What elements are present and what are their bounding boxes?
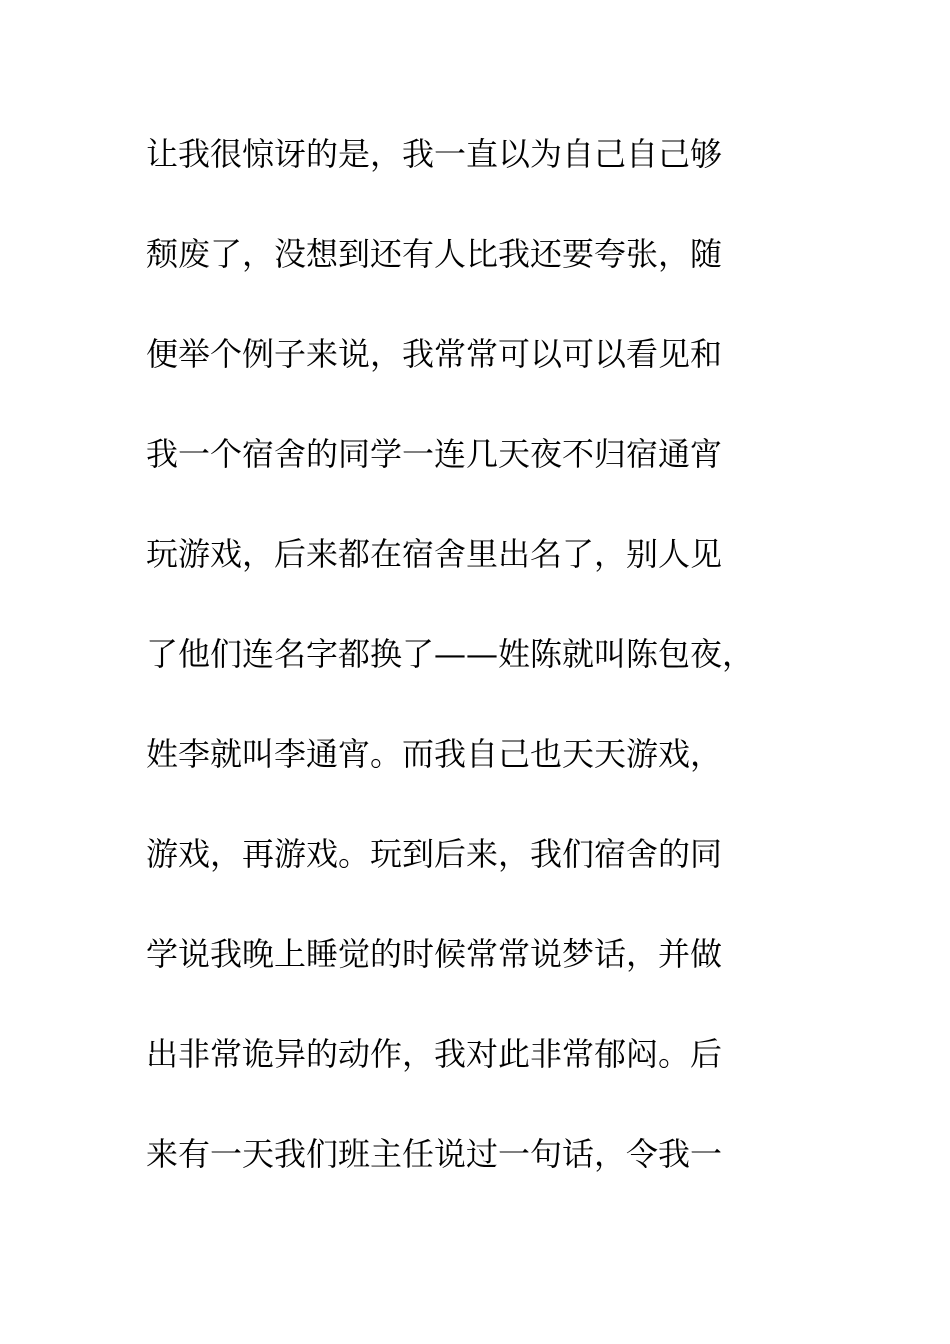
body-paragraph (146, 126, 826, 1226)
text-line: 便举个例子来说，我常常可以可以看见和 (146, 335, 723, 373)
text-line: 出非常诡异的动作，我对此非常郁闷。后 (146, 1035, 723, 1073)
text-line: 游戏，再游戏。玩到后来，我们宿舍的同 (146, 835, 723, 873)
text-line: 来有一天我们班主任说过一句话，令我一 (146, 1135, 723, 1173)
text-line: 让我很惊讶的是，我一直以为自己自己够 (146, 135, 723, 173)
text-line: 我一个宿舍的同学一连几天夜不归宿通宵 (146, 435, 723, 473)
text-line: 了他们连名字都换了——姓陈就叫陈包夜， (146, 635, 755, 673)
text-line: 玩游戏，后来都在宿舍里出名了，别人见 (146, 535, 723, 573)
text-line: 学说我晚上睡觉的时候常常说梦话，并做 (146, 935, 723, 973)
text-line: 姓李就叫李通宵。而我自己也天天游戏， (146, 735, 723, 773)
text-line: 颓废了，没想到还有人比我还要夸张，随 (146, 235, 723, 273)
